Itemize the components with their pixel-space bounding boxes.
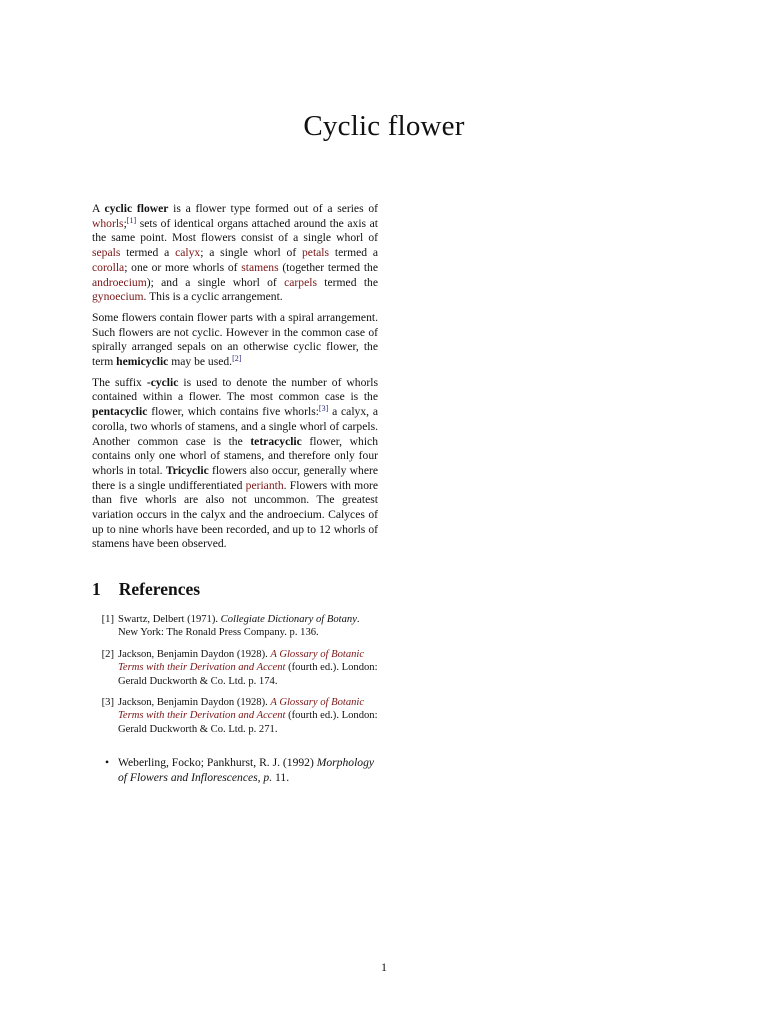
section-title: References (118, 579, 201, 600)
list-item-body (118, 756, 378, 785)
article-body (92, 202, 378, 786)
citation-3[interactable]: [3] (318, 404, 329, 414)
link-perianth[interactable]: perianth (245, 478, 284, 492)
reference-number: [3] (101, 696, 114, 708)
suffix-paragraph (92, 376, 378, 552)
reference-author: Jackson, Benjamin Daydon (1928). (118, 648, 271, 660)
text-span: ; one or more whorls of (124, 260, 242, 274)
link-stamens[interactable]: stamens (241, 260, 279, 274)
bold-term-cyclic-flower: cyclic flower (104, 202, 169, 215)
text-span: sets of identical organs attached around the axis at the same point. Most flowers consist of a single whorl of (92, 216, 378, 245)
reference-body (118, 613, 378, 640)
text-span: ; a single whorl of (200, 246, 302, 260)
intro-paragraph (92, 202, 378, 305)
text-span: is used to denote the number of whorls contained within a flower. The most common case is the (92, 375, 378, 404)
bold-term-tetracyclic: tetracyclic (250, 434, 302, 448)
reference-author: Jackson, Benjamin Daydon (1928). (118, 696, 271, 708)
list-item (92, 756, 378, 785)
citation-2[interactable]: [2] (232, 354, 242, 364)
text-span: The suffix (92, 375, 147, 389)
link-corolla[interactable]: corolla (92, 260, 125, 274)
reference-title-link[interactable]: A Glossary of Botanic Terms with their Derivation and Accent (118, 648, 365, 674)
link-sepals[interactable]: sepals (92, 246, 121, 260)
text-span: ); and a single whorl of (146, 275, 285, 289)
link-gynoecium[interactable]: gynoecium (92, 290, 144, 304)
link-androecium[interactable]: androecium (92, 275, 147, 289)
list-item-author: Weberling, Focko; Pankhurst, R. J. (1992) (118, 756, 317, 770)
bold-term-tricyclic: Tricyclic (165, 463, 209, 477)
link-carpels[interactable]: carpels (284, 275, 317, 289)
reference-publisher: (fourth ed.). London: Gerald Duckworth & Co. Ltd. p. 174. (118, 662, 378, 687)
text-span: Some flowers contain flower parts with a spiral arrangement. Such flowers are not cyclic. However in the common case of spirally arranged sepals on an otherwise cyclic flower, the term (92, 310, 378, 369)
list-item-page: 11. (272, 770, 290, 784)
text-span: flowers also occur, generally where there is a single undifferentiated (92, 463, 379, 492)
text-span: ; (123, 216, 127, 230)
reference-title-link[interactable]: A Glossary of Botanic Terms with their Derivation and Accent (118, 696, 365, 722)
reference-body (118, 648, 378, 688)
text-span: A (92, 202, 105, 215)
bold-term-pentacyclic: pentacyclic (92, 405, 148, 419)
page-title: Cyclic flower (303, 110, 465, 142)
list-item-title: Morphology of Flowers and Inflorescences, p. (118, 756, 375, 784)
text-span: termed a (120, 246, 176, 260)
link-whorls[interactable]: whorls (92, 216, 124, 230)
reference-list (92, 613, 378, 736)
reference-number: [1] (101, 613, 114, 625)
text-span: termed a (329, 246, 378, 260)
bold-term-cyclic-suffix: -cyclic (146, 375, 179, 389)
reference-number: [2] (101, 648, 114, 660)
link-petals[interactable]: petals (302, 246, 330, 260)
reference-publisher: . New York: The Ronald Press Company. p. 136. (118, 613, 360, 639)
reference-item (92, 613, 378, 640)
reference-item (92, 648, 378, 688)
text-span: (together termed the (278, 260, 378, 274)
text-span: is a flower type formed out of a series of (168, 202, 378, 215)
reference-publisher: (fourth ed.). London: Gerald Duckworth & Co. Ltd. p. 271. (118, 710, 378, 735)
text-span: . This is a cyclic arrangement. (143, 290, 283, 304)
bold-term-hemicyclic: hemicyclic (116, 355, 169, 369)
spiral-paragraph (92, 311, 378, 370)
section-number: 1 (92, 579, 101, 600)
text-span: flower, which contains five whorls: (147, 405, 319, 419)
text-span: flower, which contains only one whorl of stamens, and therefore only four whorls in total. (92, 434, 378, 477)
text-span: termed the (316, 275, 378, 289)
text-span: . Flowers with more than five whorls are also not uncommon. The greatest variation occurs in the calyx and the androecium. Calyces of up to nine whorls have been recorded, and up to 12 whorls of stamens have been observed. (92, 478, 378, 551)
section-heading-references (92, 579, 378, 600)
citation-1[interactable]: [1] (126, 215, 137, 225)
further-reading-list (92, 756, 378, 785)
reference-author: Swartz, Delbert (1971). (118, 613, 221, 625)
page-number: 1 (381, 960, 387, 974)
reference-item (92, 696, 378, 736)
reference-body (118, 696, 378, 736)
text-span: may be used. (168, 355, 233, 369)
link-calyx[interactable]: calyx (175, 246, 201, 260)
bullet-icon: • (104, 756, 110, 770)
reference-title: Collegiate Dictionary of Botany (220, 613, 357, 625)
text-span: a calyx, a corolla, two whorls of stamens, and a single whorl of carpels. Another common case is the (92, 405, 378, 448)
